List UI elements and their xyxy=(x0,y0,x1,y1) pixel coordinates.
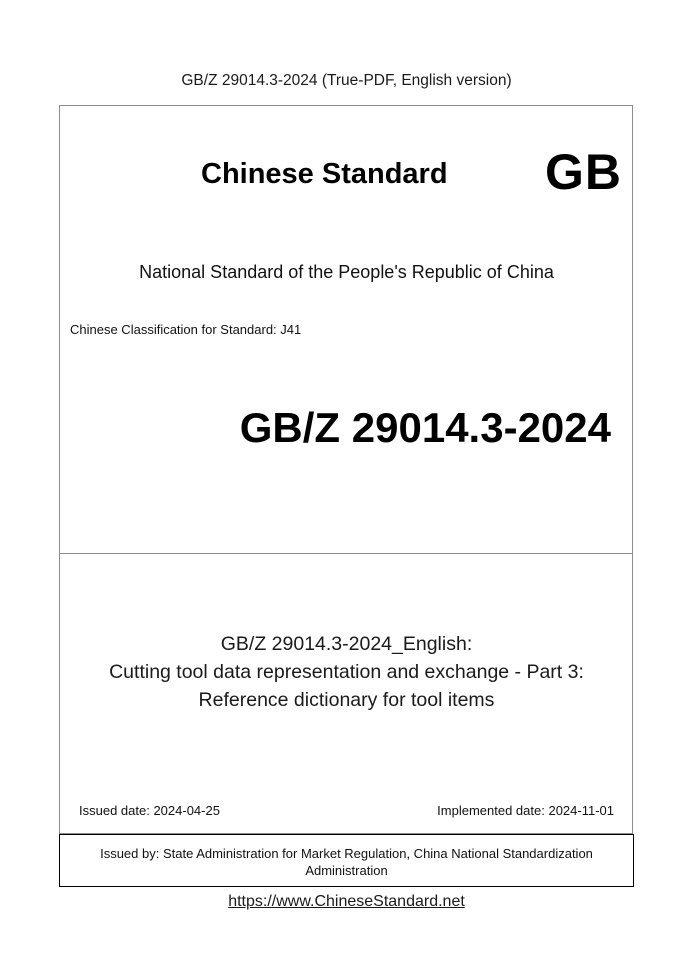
website xyxy=(0,893,693,911)
national-title: National Standard of the People's Republic of China xyxy=(139,262,554,282)
issuer-box xyxy=(59,834,634,887)
implemented-date: Implemented date: 2024-11-01 xyxy=(437,803,614,818)
issuer-line: Administration xyxy=(305,863,388,878)
issuer-line: Issued by: State Administration for Market Regulation, China National Standardization xyxy=(100,846,593,861)
website-link[interactable]: https://www.ChineseStandard.net xyxy=(228,893,465,910)
standard-number: GB/Z 29014.3-2024 xyxy=(239,404,611,451)
header-caption: GB/Z 29014.3-2024 (True-PDF, English version) xyxy=(181,72,512,89)
gb-mark: GB xyxy=(545,144,622,200)
classification-label: Chinese Classification for Standard: J41 xyxy=(70,322,302,337)
standard-label: Chinese Standard xyxy=(201,158,448,190)
issued-date: Issued date: 2024-04-25 xyxy=(79,803,220,818)
document-title-line: GB/Z 29014.3-2024_English: xyxy=(220,633,473,655)
document-title-line: Cutting tool data representation and exchange - Part 3: xyxy=(109,661,584,683)
document-title xyxy=(0,630,693,714)
document-title-line: Reference dictionary for tool items xyxy=(198,689,495,711)
